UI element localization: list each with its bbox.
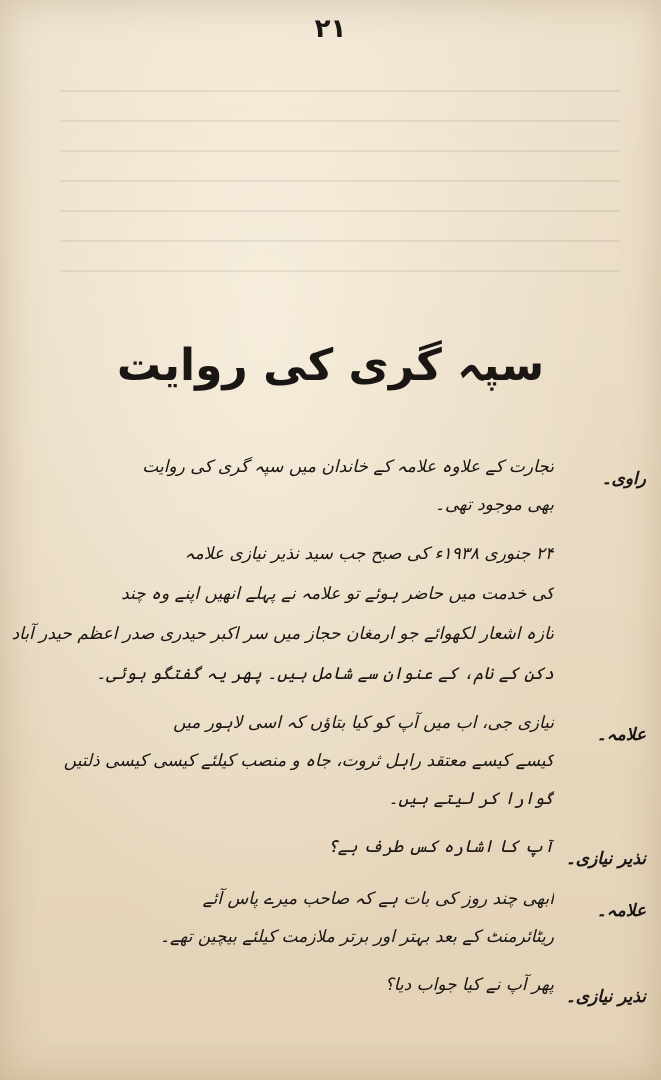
dialogue-block-allama <box>14 704 646 818</box>
text-line: ۲۴ جنوری ۱۹۳۸ء کی صبح جب سید نذیر نیازی علامہ <box>184 544 554 564</box>
chapter-title: سپہ گری کی روایت <box>116 340 545 391</box>
speaker-label <box>554 534 646 554</box>
text-line: گوارا کر لیتے ہیں۔ <box>388 789 554 809</box>
dialogue-block-narrator <box>14 448 646 524</box>
text-line: تازہ اشعار لکھوائے جو ارمغان حجاز میں سر اکبر حیدری صدر اعظم حیدر آباد <box>11 624 554 644</box>
dialogue-block-allama <box>14 880 646 956</box>
show-through-texture <box>60 70 620 300</box>
speech-text <box>14 448 554 524</box>
text-line: کیسے کیسے معتقد راہل ثروت، جاہ و منصب کیلئے کیسی کیسی ذلتیں <box>63 751 554 771</box>
dialogue-block-niazi <box>14 966 646 1008</box>
text-line: بھی موجود تھی۔ <box>435 495 554 515</box>
speaker-label: علامہ۔ <box>596 725 646 745</box>
speech-text <box>14 828 554 866</box>
narration-block <box>11 534 646 694</box>
dialogue-body <box>11 448 646 1018</box>
page-number: ۲۱ <box>314 14 347 44</box>
speaker-label: نذیر نیازی۔ <box>565 987 646 1007</box>
speech-text <box>14 704 554 818</box>
text-line: دکن کے نام، کے عنوان سے شامل ہیں۔ پھر یہ گفتگو ہوئی۔ <box>96 664 554 684</box>
text-line: کی خدمت میں حاضر ہوئے تو علامہ نے پہلے انھیں اپنے وہ چند <box>121 584 554 604</box>
narration-text <box>0 534 554 694</box>
text-line: آپ کا اشارہ کس طرف ہے؟ <box>327 837 554 857</box>
speech-text <box>14 880 554 956</box>
speaker-label: نذیر نیازی۔ <box>565 849 646 869</box>
text-line: پھر آپ نے کیا جواب دیا؟ <box>384 975 554 995</box>
text-line: ریٹائرمنٹ کے بعد بہتر اور برتر ملازمت کیلئے بیچین تھے۔ <box>160 927 554 947</box>
text-line: نیازی جی، اب میں آپ کو کیا بتاؤں کہ اسی لاہور میں <box>173 713 554 733</box>
dialogue-block-niazi <box>14 828 646 870</box>
speaker-label: علامہ۔ <box>596 901 646 921</box>
speaker-label: راوی۔ <box>601 469 646 489</box>
text-line: ابھی چند روز کی بات ہے کہ صاحب میرے پاس آئے <box>202 889 554 909</box>
text-line: تجارت کے علاوہ علامہ کے خاندان میں سپہ گری کی روایت <box>142 457 554 477</box>
speech-text <box>14 966 554 1004</box>
